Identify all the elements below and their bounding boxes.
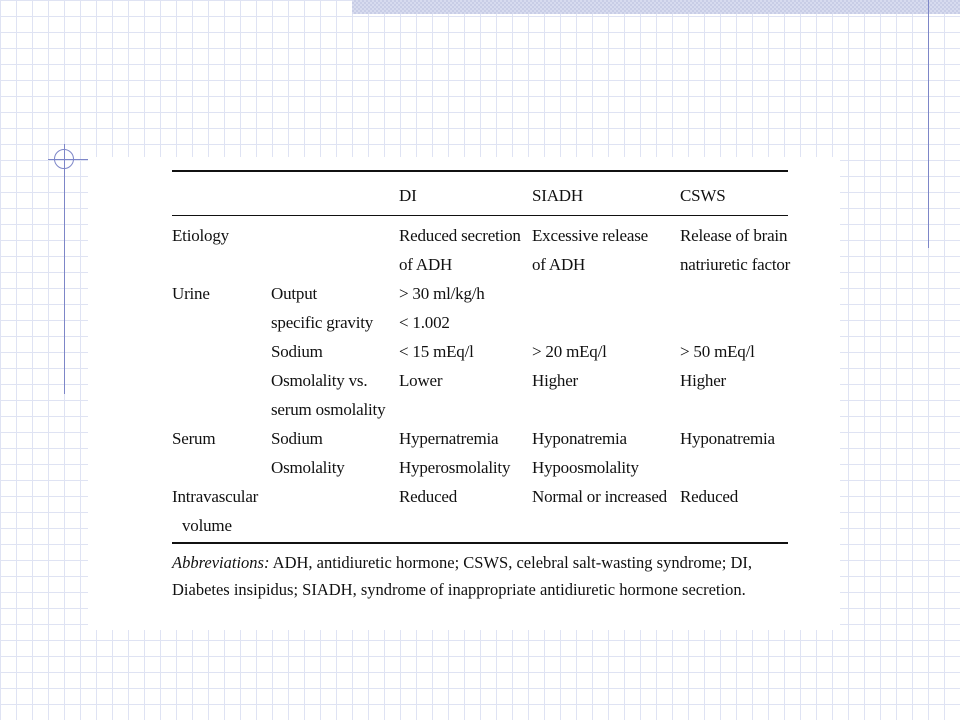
urine-specific-gravity-di: < 1.002	[399, 313, 450, 332]
urine-specific-gravity-label: specific gravity	[271, 313, 374, 332]
footnote-label: Abbreviations:	[172, 553, 270, 572]
serum-sodium-di: Hypernatremia	[399, 429, 499, 448]
table-header-rule	[172, 215, 788, 216]
footnote-text: ADH, antidiuretic hormone; CSWS, celebral salt-wasting syndrome; DI, Diabetes insipidus; SIADH, syndrome of inappropriate antidiuretic hormone secretion.	[172, 553, 752, 599]
serum-sodium-label: Sodium	[271, 429, 323, 448]
row-label-urine: Urine	[172, 284, 210, 303]
urine-sodium-csws: > 50 mEq/l	[680, 342, 755, 361]
urine-output-label: Output	[271, 284, 318, 303]
header-csws: CSWS	[680, 186, 726, 205]
table-figure	[88, 157, 840, 630]
serum-osmolality-di: Hyperosmolality	[399, 458, 511, 477]
serum-sodium-siadh: Hyponatremia	[532, 429, 627, 448]
volume-csws: Reduced	[680, 487, 739, 506]
serum-sodium-csws: Hyponatremia	[680, 429, 775, 448]
urine-osmolality-siadh: Higher	[532, 371, 579, 390]
table-bottom-rule	[172, 542, 788, 544]
volume-siadh: Normal or increased	[532, 487, 667, 506]
row-label-etiology: Etiology	[172, 226, 229, 245]
urine-osmolality-csws: Higher	[680, 371, 727, 390]
table-footnote	[172, 549, 792, 603]
decorative-vertical-line	[64, 144, 65, 394]
etiology-siadh: Excessive release of ADH	[532, 226, 649, 274]
urine-output-di: > 30 ml/kg/h	[399, 284, 485, 303]
urine-sodium-di: < 15 mEq/l	[399, 342, 474, 361]
header-siadh: SIADH	[532, 186, 583, 205]
serum-osmolality-siadh: Hypoosmolality	[532, 458, 639, 477]
decorative-top-band	[352, 0, 960, 14]
urine-osmolality-di: Lower	[399, 371, 443, 390]
etiology-csws: Release of brain natriuretic factor	[680, 226, 791, 274]
decorative-circle	[54, 149, 74, 169]
volume-di: Reduced	[399, 487, 458, 506]
urine-osmolality-label: Osmolality vs. serum osmolality	[271, 371, 386, 419]
table-top-rule	[172, 170, 788, 172]
row-label-volume: Intravascular volume	[172, 487, 259, 535]
header-di: DI	[399, 186, 417, 205]
serum-osmolality-label: Osmolality	[271, 458, 345, 477]
row-label-serum: Serum	[172, 429, 216, 448]
urine-sodium-label: Sodium	[271, 342, 323, 361]
decorative-right-line	[928, 0, 929, 248]
urine-sodium-siadh: > 20 mEq/l	[532, 342, 607, 361]
etiology-di: Reduced secretion of ADH	[399, 226, 521, 274]
